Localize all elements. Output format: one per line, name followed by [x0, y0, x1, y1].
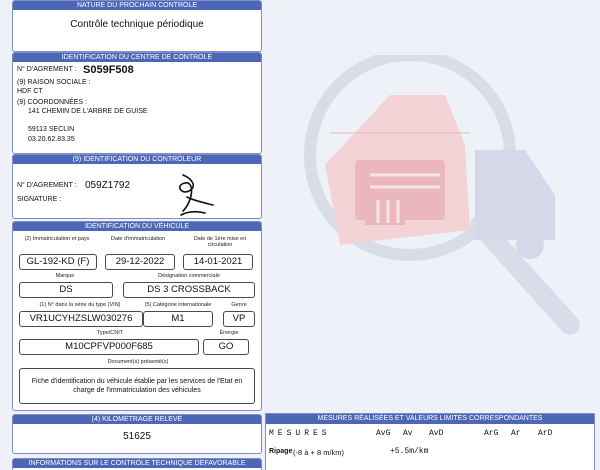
coordonnees-label: (9) COORDONNÉES : [17, 99, 88, 106]
vehicle-header: IDENTIFICATION DU VÉHICULE [13, 222, 261, 231]
immat-label: (2) Immatriculation et pays [24, 236, 90, 242]
vin-label: (1) N° dans la série du type (VIN) [39, 302, 121, 308]
energie-value: GO [203, 339, 249, 355]
col-ard: ArD [538, 429, 553, 438]
col-arg: ArG [484, 429, 499, 438]
unfavorable-info-panel [12, 458, 262, 470]
measures-header: MESURES RÉALISÉES ET VALEURS LIMITES CORRESPONDANTES [266, 414, 594, 424]
vehicle-inspection-watermark [270, 55, 590, 355]
measures-title: MESURES [269, 429, 331, 438]
immat-value: GL-192-KD (F) [19, 254, 97, 270]
marque-label: Marque [55, 273, 75, 279]
address-line2: 59113 SECLIN [28, 126, 75, 133]
address-line1: 141 CHEMIN DE L'ARBRE DE GUISE [28, 108, 148, 115]
center-agrement-value: S059F508 [83, 64, 134, 76]
col-avd: AvD [429, 429, 444, 438]
categorie-value: M1 [143, 311, 213, 327]
date-circ-label: Date de 1ère mise en circulation [193, 236, 247, 248]
energie-label: Énergie [219, 330, 239, 336]
type-label: Type/CNIT [96, 330, 124, 336]
date-immat-value: 29-12-2022 [105, 254, 175, 270]
next-inspection-panel [12, 0, 262, 52]
unfavorable-info-header: INFORMATIONS SUR LE CONTRÔLE TECHNIQUE DÉFAVORABLE [13, 459, 261, 468]
ripage-value: +5.5m/km [390, 447, 429, 456]
center-panel [12, 52, 262, 154]
genre-value: VP [223, 311, 255, 327]
mileage-header: (4) KILOMÉTRAGE RELEVÉ [13, 415, 261, 424]
ripage-label: Ripage [269, 448, 293, 455]
controller-agrement-label: N° D'AGREMENT : [17, 182, 77, 189]
date-circ-value: 14-01-2021 [183, 254, 253, 270]
handwritten-signature [163, 167, 223, 217]
categorie-label: (5) Catégorie internationale [144, 302, 212, 308]
vin-value: VR1UCYHZSLW030276 [19, 311, 143, 327]
col-av: Av [403, 429, 413, 438]
ripage-range: (-8 à + 8 m/km) [293, 448, 345, 457]
center-agrement-label: N° D'AGREMENT : [17, 66, 77, 73]
designation-label: Désignation commerciale [158, 273, 220, 279]
col-avg: AvG [376, 429, 391, 438]
next-inspection-value: Contrôle technique périodique [70, 19, 204, 30]
mileage-panel [12, 414, 262, 454]
documents-value: Fiche d'identification du véhicule établie par les services de l'Etat en charge de l'immatriculation des véhicules [19, 368, 255, 404]
measures-panel [265, 413, 595, 470]
raison-sociale-value: HDF CT [17, 88, 43, 95]
controller-agrement-value: 059Z1792 [85, 180, 131, 191]
controller-panel [12, 154, 262, 219]
vehicle-panel [12, 221, 262, 411]
col-ar: Ar [511, 429, 521, 438]
date-immat-label: Date d'immatriculation [110, 236, 166, 242]
raison-sociale-label: (9) RAISON SOCIALE : [17, 79, 91, 86]
designation-value: DS 3 CROSSBACK [123, 282, 255, 298]
controller-header: (9) IDENTIFICATION DU CONTRÔLEUR [13, 155, 261, 164]
center-header: IDENTIFICATION DU CENTRE DE CONTRÔLE [13, 53, 261, 62]
genre-label: Genre [231, 302, 247, 308]
documents-label: Document(s) présenté(s) [107, 359, 169, 365]
next-inspection-header: NATURE DU PROCHAIN CONTRÔLE [13, 1, 261, 10]
mileage-value: 51625 [123, 431, 151, 442]
signature-label: SIGNATURE : [17, 196, 62, 203]
phone: 03.20.62.83.35 [28, 136, 75, 143]
type-value: M10CPFVP000F685 [19, 339, 199, 355]
marque-value: DS [19, 282, 113, 298]
